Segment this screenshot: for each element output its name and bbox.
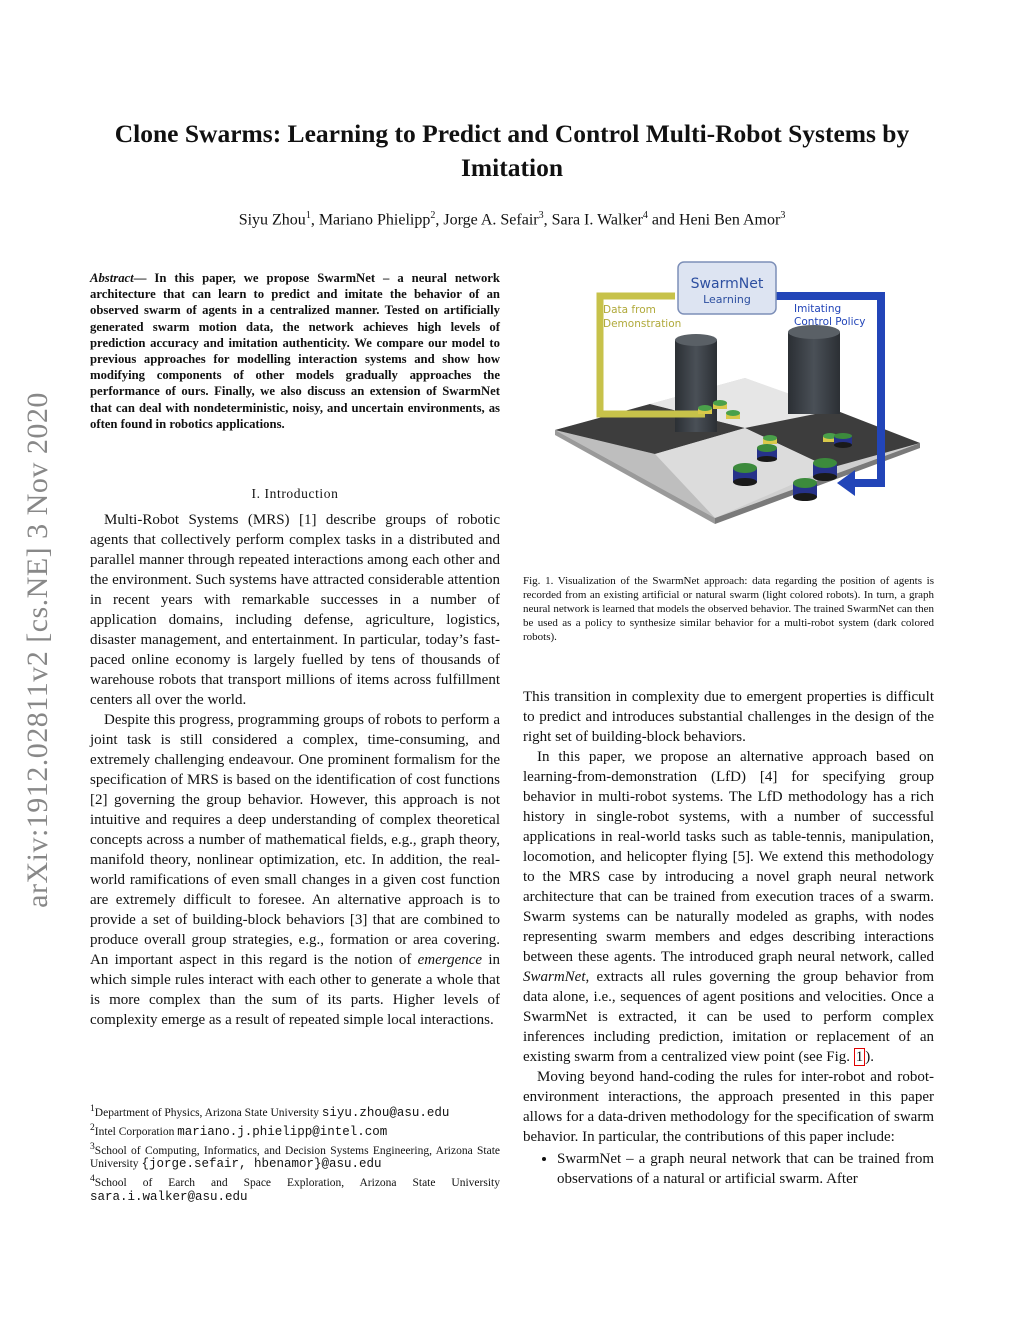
fn-text: School of Earch and Space Exploration, Arizona State University	[94, 1177, 500, 1190]
author-3-affil: 3	[538, 210, 544, 221]
footnotes	[90, 1102, 500, 1205]
author-sep: ,	[310, 211, 319, 229]
author-sep: ,	[543, 211, 552, 229]
fn-text: Department of Physics, Arizona State University	[94, 1106, 320, 1119]
author-1: Siyu Zhou	[238, 211, 306, 229]
right-column-body	[523, 687, 934, 1189]
author-1-affil: 1	[305, 210, 311, 221]
fn-sup: 1	[90, 1103, 95, 1114]
fn-sup: 2	[90, 1121, 95, 1133]
fn-sup: 3	[90, 1140, 95, 1152]
footnote-1	[90, 1102, 500, 1120]
author-sep: and	[647, 211, 679, 229]
contribution-item-1: • SwarmNet – a graph neural network that can be trained from observations of a natural or artificial swarm. After	[557, 1149, 934, 1189]
author-3: Jorge A. Sefair	[443, 211, 539, 229]
arxiv-stamp	[8, 350, 68, 950]
author-list	[90, 210, 934, 229]
right-paragraph-1: This transition in complexity due to emergent properties is difficult to predict and introduces substantial challenges in the design of the right set of building-block behaviors.	[523, 689, 934, 745]
right-paragraph-3: Moving beyond hand-coding the rules for inter-robot and robot-environment interactions, the approach presented in this paper allows for a data-driven methodology for the specification of swarm behavior. In particular, the contributions of this paper include:	[523, 1069, 934, 1145]
intro-paragraph-1: Multi-Robot Systems (MRS) [1] describe groups of robotic agents that collectively perform complex tasks in a distributed and parallel manner through repeated interactions among each other and the environment. Such systems have attracted considerable attention in recent years with remarkable successes in a number of application domains, including defense, agriculture, logistics, disaster management, and entertainment. In particular, today’s fast-paced online economy is largely fuelled by tens of thousands of warehouse robots that transport millions of items across fulfillment centers all over the world.	[90, 512, 500, 708]
right-paragraph-2	[523, 747, 934, 1067]
fn-email: {jorge.sefair, hbenamor}@asu.edu	[141, 1157, 382, 1172]
fn-text: Intel Corporation	[94, 1125, 175, 1138]
footnote-3	[90, 1140, 500, 1172]
swarmnet-title: SwarmNet	[690, 276, 764, 292]
footnote-4	[90, 1172, 500, 1204]
abstract-text: — In this paper, we propose SwarmNet – a neural network architecture that can learn to predict and imitate the behavior of an observed swarm of agents in a centralized manner. Tested on artificially generated swarm motion data, the network achieves high levels of prediction accuracy and imitation authenticity. We compare our model to previous approaches for modelling interaction systems and show how modifying components of other models gradually approaches the performance of ours. Finally, we also discuss an extension of SwarmNet that can deal with nondeterministic, noisy, and uncertain environments, as often found in robotics applications.	[90, 271, 500, 431]
pillar-right	[788, 325, 840, 414]
figure-caption: Fig. 1. Visualization of the SwarmNet approach: data regarding the position of agents is recorded from an existing artificial or natural swarm (light colored robots). In turn, a graph neural network is learned that models the observed behavior. The trained SwarmNet can then be used as a policy to synthesize similar behavior for a multi-robot system (dark colored robots).	[523, 575, 934, 643]
p2-text-c: ).	[865, 1049, 874, 1065]
figure-reference-link[interactable]: 1	[855, 1049, 864, 1065]
p2-text-b: , extracts all rules governing the group behavior from data alone, i.e., sequences of agent positions and velocities. Once a SwarmNet is extracted, it can be used to perform complex inferences including prediction, imitation or replacement of an existing swarm from a centralized view point (see Fig.	[523, 969, 934, 1065]
intro-paragraph-2	[90, 710, 500, 1030]
section-heading-introduction: I. Introduction	[251, 486, 339, 501]
emphasis-emergence: emergence	[417, 952, 483, 968]
label-control-policy: Control Policy	[794, 316, 866, 328]
author-5-affil: 3	[780, 210, 786, 221]
contributions-list	[523, 1149, 934, 1189]
swarmnet-subtitle: Learning	[703, 293, 751, 306]
fn-sup: 4	[90, 1173, 95, 1185]
label-imitating: Imitating	[794, 303, 842, 315]
abstract-label: Abstract	[90, 271, 134, 285]
paper-title: Clone Swarms: Learning to Predict and Control Multi-Robot Systems by Imitation	[114, 119, 910, 182]
author-sep: ,	[435, 211, 444, 229]
intro-p2-text: Despite this progress, programming groups of robots to perform a joint task is still considered a complex, time-consuming, and extremely challenging endeavour. One prominent formalism for the specification of MRS is based on the identification of cost functions [2] governing the group behavior. However, this approach is not intuitive and requires a deep understanding of complex theoretical concepts across a number of mathematical fields, e.g., graph theory, manifold theory, nonlinear optimization, etc. In addition, the real-world ramifications of even small changes in a given cost function are extremely difficult to foresee. An alternative approach is to provide a set of building-block behaviors [3] that are combined to produce overall group strategies, e.g., formation or area covering. An important aspect in this regard is the notion of	[90, 712, 500, 968]
label-demonstration: Demonstration	[603, 318, 682, 330]
p2-text-a: In this paper, we propose an alternative approach based on learning-from-demonstration (LfD) [4] for specifying group behavior in multi-robot systems. The LfD methodology has a rich history in single-robot systems, with a number of successful applications in real-world tasks such as table-tennis, manipulation, locomotion, and helicopter flying [5]. We extend this methodology to the MRS case by introducing a novel graph neural network architecture that can be trained from execution traces of a swarm. Swarm systems can be naturally modeled as graphs, with nodes representing swarm members and edges describing interactions between these agents. The introduced graph neural network, called	[523, 749, 934, 965]
figure-swarmnet	[545, 258, 925, 560]
fn-email: siyu.zhou@asu.edu	[321, 1105, 450, 1120]
arxiv-id: arXiv:1912.02811v2 [cs.NE] 3 Nov 2020	[21, 392, 54, 908]
fn-text: School of Computing, Informatics, and Decision Systems Engineering, Arizona State University	[90, 1144, 500, 1171]
footnote-2	[90, 1121, 500, 1139]
author-4-affil: 4	[642, 210, 648, 221]
intro-p2-tail: in which simple rules interact with each other to generate a whole that is more complex than the sum of its parts. Higher levels of complexity emerge as a result of repeated simple local interactions.	[90, 952, 500, 1028]
author-4: Sara I. Walker	[551, 211, 643, 229]
floor-grid	[555, 378, 920, 524]
author-2: Mariano Phielipp	[318, 211, 431, 229]
abstract	[90, 270, 500, 432]
label-data-from: Data from	[603, 304, 656, 316]
fn-email: mariano.j.phielipp@intel.com	[177, 1124, 388, 1139]
fn-email: sara.i.walker@asu.edu	[90, 1190, 248, 1205]
emphasis-swarmnet: SwarmNet	[523, 969, 586, 985]
introduction-body	[90, 510, 500, 1030]
author-5: Heni Ben Amor	[678, 211, 781, 229]
author-2-affil: 2	[430, 210, 436, 221]
